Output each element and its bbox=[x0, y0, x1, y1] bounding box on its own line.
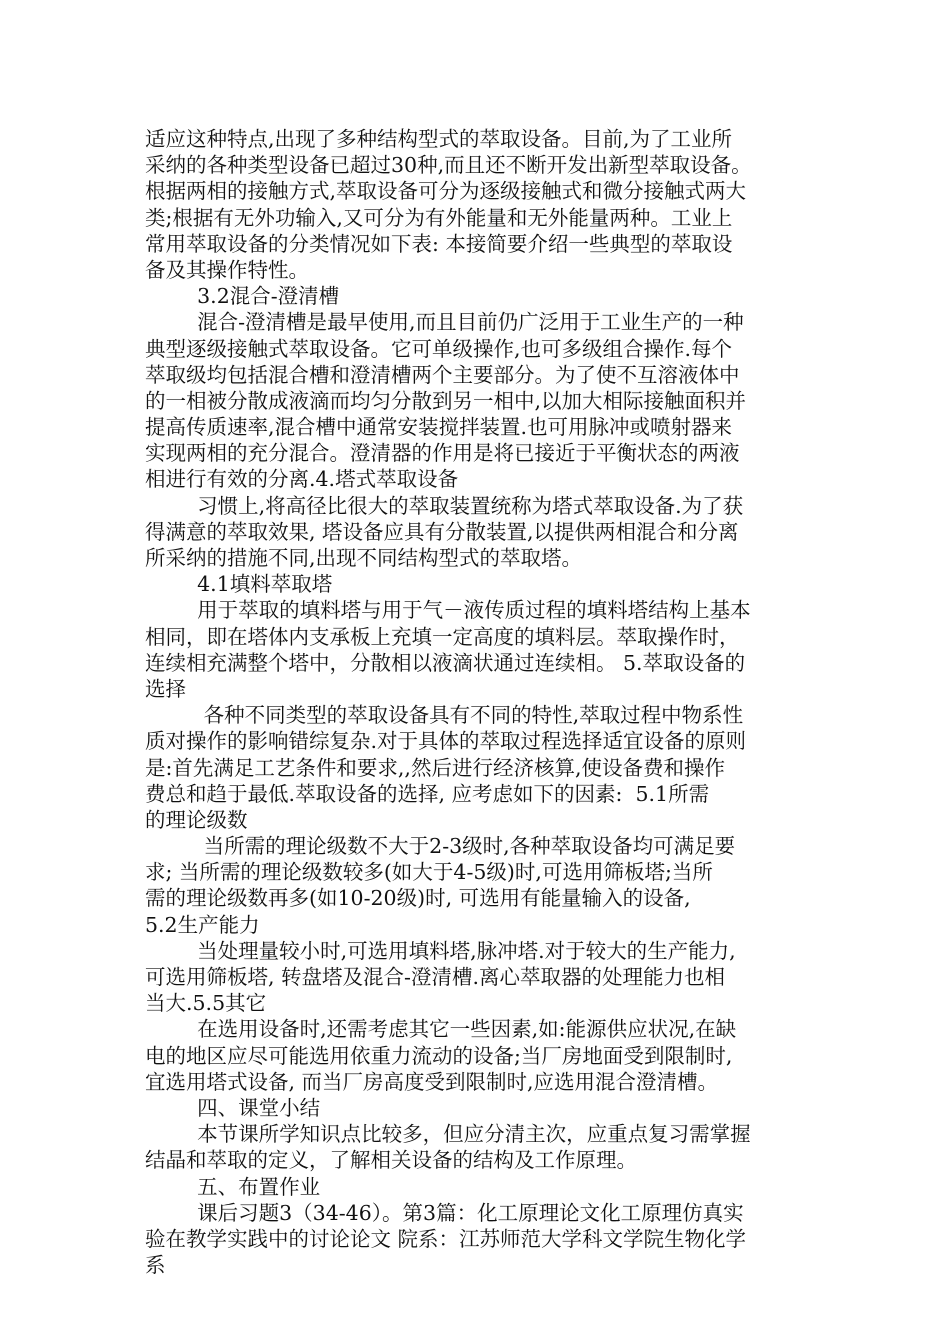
text-line: 当大.5.5其它 bbox=[145, 991, 267, 1016]
text-line: 用于萃取的填料塔与用于气－液传质过程的填料塔结构上基本 bbox=[145, 598, 751, 623]
text-line: 采纳的各种类型设备已超过30种,而且还不断开发出新型萃取设备。 bbox=[145, 153, 752, 178]
text-line: 相进行有效的分离.4.塔式萃取设备 bbox=[145, 467, 459, 492]
section-heading: 4.1填料萃取塔 bbox=[145, 572, 333, 597]
text-line: 需的理论级数再多(如10-20级)时, 可选用有能量输入的设备, bbox=[145, 886, 691, 911]
text-line: 典型逐级接触式萃取设备。它可单级操作,也可多级组合操作.每个 bbox=[145, 336, 733, 361]
text-line: 课后习题3（34-46）。第3篇：化工原理论文化工原理仿真实 bbox=[145, 1200, 744, 1225]
text-line: 宜选用塔式设备, 而当厂房高度受到限制时,应选用混合澄清槽。 bbox=[145, 1069, 719, 1094]
text-line: 适应这种特点,出现了多种结构型式的萃取设备。目前,为了工业所 bbox=[145, 127, 733, 151]
text-line: 各种不同类型的萃取设备具有不同的特性,萃取过程中物系性 bbox=[145, 703, 744, 728]
text-line: 在选用设备时,还需考虑其它一些因素,如:能源供应状况,在缺 bbox=[145, 1017, 737, 1042]
text-line: 可选用筛板塔, 转盘塔及混合-澄清槽.离心萃取器的处理能力也相 bbox=[145, 965, 725, 989]
text-line: 费总和趋于最低.萃取设备的选择, 应考虑如下的因素: 5.1所需 bbox=[145, 781, 710, 806]
text-line: 所采纳的措施不同,出现不同结构型式的萃取塔。 bbox=[145, 546, 583, 570]
text-line: 混合-澄清槽是最早使用,而且目前仍广泛用于工业生产的一种 bbox=[145, 310, 744, 335]
text-line: 连续相充满整个塔中，分散相以液滴状通过连续相。 5.萃取设备的 bbox=[145, 650, 746, 675]
text-line: 本节课所学知识点比较多，但应分清主次，应重点复习需掌握 bbox=[145, 1122, 751, 1147]
text-line: 得满意的萃取效果, 塔设备应具有分散装置,以提供两相混合和分离 bbox=[145, 519, 739, 544]
document-body bbox=[145, 126, 815, 1278]
text-line: 提高传质速率,混合槽中通常安装搅拌装置.也可用脉冲或喷射器来 bbox=[145, 415, 733, 440]
text-line: 系 bbox=[145, 1253, 166, 1278]
text-line: 实现两相的充分混合。澄清器的作用是将已接近于平衡状态的两液 bbox=[145, 441, 740, 466]
section-heading: 四、课堂小结 bbox=[145, 1095, 321, 1120]
text-line: 验在教学实践中的讨论论文 院系：江苏师范大学科文学院生物化学 bbox=[145, 1226, 747, 1251]
text-line: 常用萃取设备的分类情况如下表: 本接简要介绍一些典型的萃取设 bbox=[145, 231, 733, 256]
text-line: 求; 当所需的理论级数较多(如大于4-5级)时,可选用筛板塔;当所 bbox=[145, 860, 713, 885]
text-line: 电的地区应尽可能选用依重力流动的设备;当厂房地面受到限制时, bbox=[145, 1043, 733, 1068]
text-line: 习惯上,将高径比很大的萃取装置统称为塔式萃取设备.为了获 bbox=[145, 493, 744, 518]
text-line: 质对操作的影响错综复杂.对于具体的萃取过程选择适宜设备的原则 bbox=[145, 729, 747, 754]
section-heading: 5.2生产能力 bbox=[145, 912, 260, 937]
text-line: 的理论级数 bbox=[145, 807, 248, 832]
text-line: 相同，即在塔体内支承板上充填一定高度的填料层。萃取操作时， bbox=[145, 624, 740, 649]
text-line: 萃取级均包括混合槽和澄清槽两个主要部分。为了使不互溶液体中 bbox=[145, 362, 740, 387]
text-line: 根据两相的接触方式,萃取设备可分为逐级接触式和微分接触式两大 bbox=[145, 179, 747, 204]
text-line: 当所需的理论级数不大于2-3级时,各种萃取设备均可满足要 bbox=[145, 834, 736, 859]
text-line: 备及其操作特性。 bbox=[145, 257, 309, 282]
text-line: 结晶和萃取的定义，了解相关设备的结构及工作原理。 bbox=[145, 1148, 637, 1173]
text-line: 类;根据有无外功输入,又可分为有外能量和无外能量两种。工业上 bbox=[145, 205, 733, 230]
text-line: 的一相被分散成液滴而均匀分散到另一相中,以加大相际接触面积并 bbox=[145, 388, 747, 413]
section-heading: 3.2混合-澄清槽 bbox=[145, 284, 340, 309]
section-heading: 五、布置作业 bbox=[145, 1174, 321, 1199]
text-line: 当处理量较小时,可选用填料塔,脉冲塔.对于较大的生产能力, bbox=[145, 938, 736, 963]
text-line: 选择 bbox=[145, 676, 186, 701]
text-line: 是:首先满足工艺条件和要求,,然后进行经济核算,使设备费和操作 bbox=[145, 755, 725, 780]
